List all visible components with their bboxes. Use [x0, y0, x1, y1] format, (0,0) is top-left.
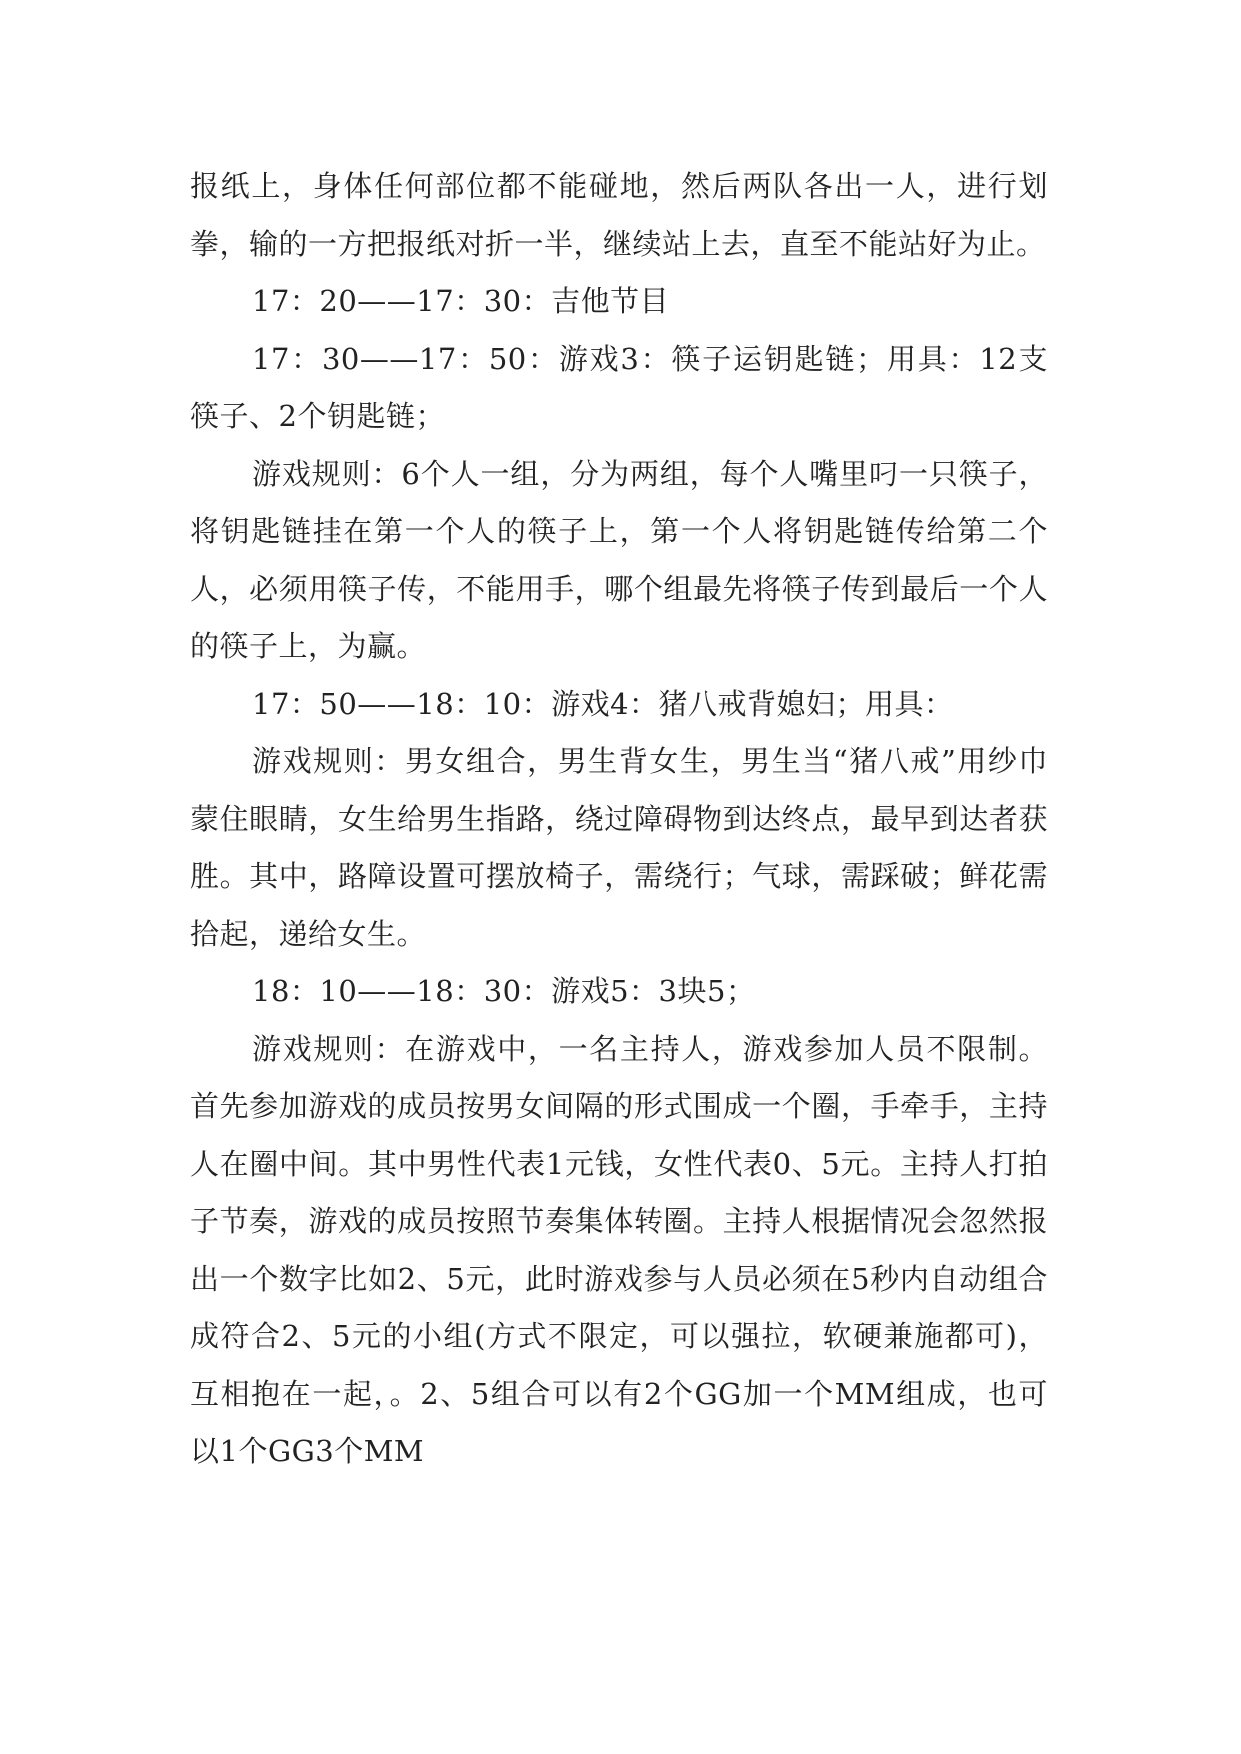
document-body	[190, 158, 1048, 1481]
schedule-item-game-3: 17：30——17：50：游戏3：筷子运钥匙链；用具：12支筷子、2个钥匙链；	[190, 341, 1048, 433]
game-3-rules: 游戏规则：6个人一组，分为两组，每个人嘴里叼一只筷子，将钥匙链挂在第一个人的筷子上，第一个人将钥匙链传给第二个人，必须用筷子传，不能用手，哪个组最先将筷子传到最后一个人的筷子上，为赢。	[190, 456, 1048, 663]
schedule-item-game-5: 18：10——18：30：游戏5：3块5；	[252, 974, 756, 1008]
schedule-item-guitar: 17：20——17：30：吉他节目	[252, 284, 670, 318]
paragraph-continued-rule: 报纸上，身体任何部位都不能碰地，然后两队各出一人，进行划拳，输的一方把报纸对折一半，继续站上去，直至不能站好为止。	[190, 169, 1048, 261]
game-5-rules: 游戏规则：在游戏中，一名主持人，游戏参加人员不限制。首先参加游戏的成员按男女间隔的形式围成一个圈，手牵手，主持人在圈中间。其中男性代表1元钱，女性代表0、5元。主持人打拍子节奏，游戏的成员按照节奏集体转圈。主持人根据情况会忽然报出一个数字比如2、5元，此时游戏参与人员必须在5秒内自动组合成符合2、5元的小组(方式不限定，可以强拉，软硬兼施都可)，互相抱在一起，。2、5组合可以有2个GG加一个MM组成，也可以1个GG3个MM	[190, 1031, 1048, 1468]
schedule-item-game-4: 17：50——18：10：游戏4：猪八戒背媳妇；用具：	[252, 686, 954, 721]
game-4-rules: 游戏规则：男女组合，男生背女生，男生当“猪八戒”用纱巾蒙住眼睛，女生给男生指路，绕过障碍物到达终点，最早到达者获胜。其中，路障设置可摆放椅子，需绕行；气球，需踩破；鲜花需拾起，递给女生。	[190, 744, 1048, 951]
